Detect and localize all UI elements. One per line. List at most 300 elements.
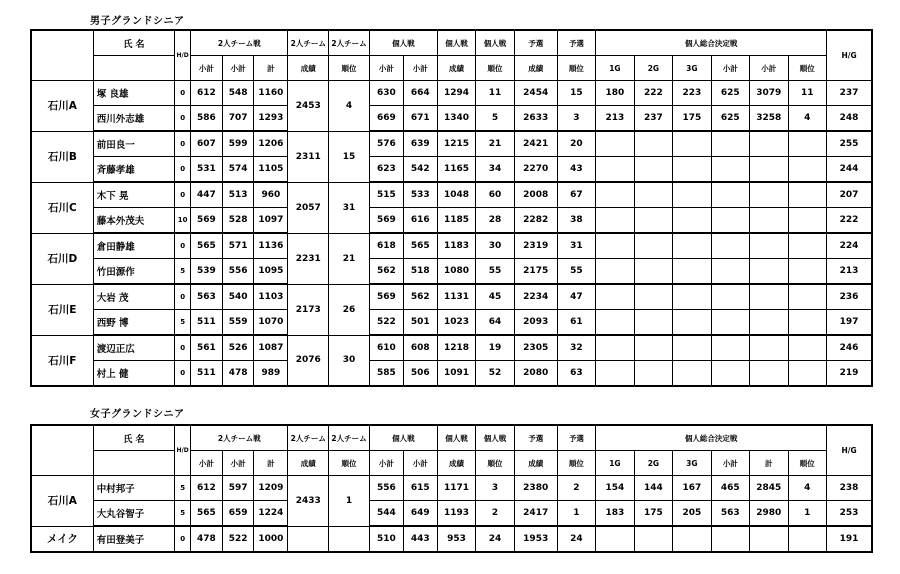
- final-game-2: [634, 182, 672, 208]
- team-game-1: 586: [191, 106, 223, 132]
- individual-game-1: 562: [369, 259, 403, 285]
- final-total: [750, 208, 788, 234]
- individual-game-2: 506: [403, 361, 437, 387]
- final-total: [750, 259, 788, 285]
- header-individual-score-sub: 成績: [437, 451, 475, 476]
- header-final-sub: 1G: [596, 56, 634, 81]
- header-individual-score: 個人戦: [437, 30, 475, 56]
- high-game: 237: [827, 81, 872, 106]
- final-game-1: 180: [596, 81, 634, 106]
- prelim-rank: 31: [557, 233, 595, 259]
- individual-score: 1131: [437, 284, 475, 310]
- table-row: [31, 157, 872, 183]
- table-row: [31, 233, 872, 259]
- header-name-sub: [93, 56, 174, 81]
- final-game-3: 175: [673, 106, 711, 132]
- player-name: 竹田源作: [93, 259, 174, 285]
- header-team-rank: 2人チーム: [329, 30, 370, 56]
- header-prelim-score-sub: 成績: [514, 451, 557, 476]
- header-individual-sub: 小計: [369, 451, 403, 476]
- team-game-1: 447: [191, 182, 223, 208]
- individual-game-1: 623: [369, 157, 403, 183]
- individual-score: 953: [437, 526, 475, 552]
- team-result: 2057: [288, 182, 329, 233]
- final-rank: [788, 208, 827, 234]
- individual-game-2: 533: [403, 182, 437, 208]
- final-game-3: 205: [673, 501, 711, 527]
- header-blank-team: [31, 30, 93, 81]
- final-total: [750, 182, 788, 208]
- prelim-rank: 2: [557, 476, 595, 501]
- final-game-2: [634, 131, 672, 157]
- player-handicap: 0: [175, 233, 191, 259]
- final-rank: [788, 259, 827, 285]
- team-game-1: 563: [191, 284, 223, 310]
- header-individual-rank: 個人戦: [476, 30, 514, 56]
- individual-score: 1215: [437, 131, 475, 157]
- player-handicap: 0: [175, 81, 191, 106]
- player-handicap: 5: [175, 501, 191, 527]
- team-game-2: 522: [222, 526, 254, 552]
- high-game: 222: [827, 208, 872, 234]
- final-game-2: [634, 361, 672, 387]
- header-individual-score-sub: 成績: [437, 56, 475, 81]
- individual-rank: 5: [476, 106, 514, 132]
- team-name: 石川B: [31, 131, 93, 182]
- header-prelim-rank-sub: 順位: [557, 451, 595, 476]
- individual-score: 1185: [437, 208, 475, 234]
- final-subtotal: [711, 131, 749, 157]
- final-subtotal: [711, 208, 749, 234]
- final-subtotal: [711, 233, 749, 259]
- player-handicap: 0: [175, 157, 191, 183]
- team-name: 石川A: [31, 476, 93, 527]
- team-game-total: 989: [254, 361, 288, 387]
- individual-score: 1183: [437, 233, 475, 259]
- header-hg: H/G: [827, 30, 872, 81]
- individual-score: 1165: [437, 157, 475, 183]
- header-individual: 個人戦: [369, 425, 437, 451]
- header-hg: H/G: [827, 425, 872, 476]
- prelim-rank: 32: [557, 335, 595, 361]
- final-game-3: [673, 526, 711, 552]
- final-game-1: [596, 208, 634, 234]
- team-result: 2453: [288, 81, 329, 132]
- individual-rank: 21: [476, 131, 514, 157]
- player-name: 西野 博: [93, 310, 174, 336]
- final-subtotal: 563: [711, 501, 749, 527]
- team-game-total: 1209: [254, 476, 288, 501]
- individual-game-1: 515: [369, 182, 403, 208]
- final-total: [750, 526, 788, 552]
- individual-game-1: 510: [369, 526, 403, 552]
- individual-game-1: 630: [369, 81, 403, 106]
- team-game-1: 565: [191, 233, 223, 259]
- header-individual-sub: 小計: [403, 56, 437, 81]
- prelim-score: 2319: [514, 233, 557, 259]
- individual-rank: 11: [476, 81, 514, 106]
- individual-score: 1218: [437, 335, 475, 361]
- table-row: [31, 106, 872, 132]
- individual-game-1: 569: [369, 208, 403, 234]
- team-game-1: 539: [191, 259, 223, 285]
- player-name: 木下 晃: [93, 182, 174, 208]
- player-handicap: 0: [175, 131, 191, 157]
- header-prelim-score-sub: 成績: [514, 56, 557, 81]
- individual-score: 1340: [437, 106, 475, 132]
- team-name: 石川C: [31, 182, 93, 233]
- prelim-score: 2454: [514, 81, 557, 106]
- prelim-score: 2421: [514, 131, 557, 157]
- individual-game-2: 664: [403, 81, 437, 106]
- individual-game-1: 569: [369, 284, 403, 310]
- team-name: 石川A: [31, 81, 93, 132]
- final-subtotal: [711, 310, 749, 336]
- individual-rank: 52: [476, 361, 514, 387]
- header-prelim-rank: 予選: [557, 30, 595, 56]
- team-game-total: 1206: [254, 131, 288, 157]
- header-final-sub: 3G: [673, 451, 711, 476]
- high-game: 207: [827, 182, 872, 208]
- team-game-2: 599: [222, 131, 254, 157]
- final-game-1: [596, 259, 634, 285]
- header-prelim-score: 予選: [514, 425, 557, 451]
- final-rank: [788, 335, 827, 361]
- final-subtotal: 625: [711, 81, 749, 106]
- individual-game-2: 443: [403, 526, 437, 552]
- team-game-2: 556: [222, 259, 254, 285]
- team-rank: 21: [329, 233, 370, 284]
- final-total: [750, 361, 788, 387]
- prelim-rank: 1: [557, 501, 595, 527]
- final-subtotal: [711, 284, 749, 310]
- final-rank: 4: [788, 106, 827, 132]
- header-final-sub: 順位: [788, 451, 827, 476]
- final-game-3: [673, 233, 711, 259]
- team-game-total: 1103: [254, 284, 288, 310]
- player-name: 藤本外茂夫: [93, 208, 174, 234]
- table-row: [31, 526, 872, 552]
- final-game-2: [634, 310, 672, 336]
- prelim-rank: 63: [557, 361, 595, 387]
- prelim-score: 2093: [514, 310, 557, 336]
- header-individual-sub: 小計: [369, 56, 403, 81]
- section-title-men: 男子グランドシニア: [90, 16, 185, 27]
- team-game-total: 1160: [254, 81, 288, 106]
- player-handicap: 0: [175, 335, 191, 361]
- final-rank: [788, 361, 827, 387]
- individual-game-1: 556: [369, 476, 403, 501]
- score-table-men: [30, 29, 873, 387]
- final-subtotal: [711, 182, 749, 208]
- prelim-rank: 24: [557, 526, 595, 552]
- final-rank: [788, 284, 827, 310]
- team-game-total: 1095: [254, 259, 288, 285]
- player-name: 斉藤孝雄: [93, 157, 174, 183]
- final-game-1: 183: [596, 501, 634, 527]
- team-rank: 31: [329, 182, 370, 233]
- team-game-1: 607: [191, 131, 223, 157]
- team-game-2: 526: [222, 335, 254, 361]
- final-game-1: [596, 361, 634, 387]
- team-rank: [329, 526, 370, 552]
- individual-score: 1171: [437, 476, 475, 501]
- team-game-1: 565: [191, 501, 223, 527]
- final-game-3: [673, 361, 711, 387]
- high-game: 238: [827, 476, 872, 501]
- team-game-2: 659: [222, 501, 254, 527]
- team-game-2: 513: [222, 182, 254, 208]
- prelim-rank: 47: [557, 284, 595, 310]
- team-game-1: 569: [191, 208, 223, 234]
- individual-game-1: 544: [369, 501, 403, 527]
- team-result: 2173: [288, 284, 329, 335]
- score-table-women: [30, 424, 873, 553]
- prelim-score: 1953: [514, 526, 557, 552]
- final-subtotal: [711, 361, 749, 387]
- individual-rank: 28: [476, 208, 514, 234]
- individual-rank: 45: [476, 284, 514, 310]
- high-game: 236: [827, 284, 872, 310]
- header-team-sub: 計: [254, 56, 288, 81]
- prelim-rank: 61: [557, 310, 595, 336]
- player-name: 村上 健: [93, 361, 174, 387]
- player-name: 中村邦子: [93, 476, 174, 501]
- team-game-2: 597: [222, 476, 254, 501]
- team-game-total: 1070: [254, 310, 288, 336]
- table-row: [31, 310, 872, 336]
- individual-game-2: 501: [403, 310, 437, 336]
- team-game-total: 1224: [254, 501, 288, 527]
- final-rank: [788, 526, 827, 552]
- final-game-2: [634, 284, 672, 310]
- team-name: 石川E: [31, 284, 93, 335]
- team-game-1: 511: [191, 310, 223, 336]
- final-total: 2980: [750, 501, 788, 527]
- header-individual-rank-sub: 順位: [476, 56, 514, 81]
- final-subtotal: [711, 259, 749, 285]
- individual-rank: 55: [476, 259, 514, 285]
- team-game-total: 1293: [254, 106, 288, 132]
- prelim-score: 2305: [514, 335, 557, 361]
- prelim-score: 2008: [514, 182, 557, 208]
- individual-game-2: 615: [403, 476, 437, 501]
- prelim-score: 2175: [514, 259, 557, 285]
- individual-score: 1193: [437, 501, 475, 527]
- team-game-total: 1087: [254, 335, 288, 361]
- individual-score: 1080: [437, 259, 475, 285]
- team-rank: 30: [329, 335, 370, 386]
- final-game-3: [673, 310, 711, 336]
- final-game-2: 175: [634, 501, 672, 527]
- prelim-rank: 15: [557, 81, 595, 106]
- team-result: [288, 526, 329, 552]
- team-game-1: 511: [191, 361, 223, 387]
- header-final-sub: 小計: [750, 56, 788, 81]
- header-name: 氏 名: [93, 425, 174, 451]
- team-game-2: 571: [222, 233, 254, 259]
- final-total: [750, 157, 788, 183]
- high-game: 255: [827, 131, 872, 157]
- table-row: [31, 361, 872, 387]
- individual-game-2: 649: [403, 501, 437, 527]
- final-game-3: 167: [673, 476, 711, 501]
- team-game-1: 561: [191, 335, 223, 361]
- header-individual-sub: 小計: [403, 451, 437, 476]
- header-individual-score: 個人戦: [437, 425, 475, 451]
- prelim-score: 2282: [514, 208, 557, 234]
- final-game-2: [634, 259, 672, 285]
- player-name: 渡辺正広: [93, 335, 174, 361]
- team-game-2: 540: [222, 284, 254, 310]
- header-final-sub: 計: [750, 451, 788, 476]
- team-result: 2311: [288, 131, 329, 182]
- final-game-1: [596, 182, 634, 208]
- header-individual: 個人戦: [369, 30, 437, 56]
- individual-rank: 19: [476, 335, 514, 361]
- header-final: 個人総合決定戦: [596, 425, 827, 451]
- header-team-result-sub: 成績: [288, 56, 329, 81]
- team-name: 石川F: [31, 335, 93, 386]
- header-name: 氏 名: [93, 30, 174, 56]
- player-handicap: 0: [175, 182, 191, 208]
- team-result: 2433: [288, 476, 329, 527]
- table-row: [31, 501, 872, 527]
- header-team-result: 2人チーム: [288, 30, 329, 56]
- header-team-sub: 小計: [191, 56, 223, 81]
- team-game-1: 612: [191, 476, 223, 501]
- player-handicap: 0: [175, 106, 191, 132]
- final-rank: [788, 182, 827, 208]
- header-final-sub: 2G: [634, 451, 672, 476]
- header-individual-rank-sub: 順位: [476, 451, 514, 476]
- final-game-1: [596, 284, 634, 310]
- player-name: 塚 良雄: [93, 81, 174, 106]
- table-row: [31, 284, 872, 310]
- individual-rank: 64: [476, 310, 514, 336]
- individual-game-1: 618: [369, 233, 403, 259]
- header-final-sub: 小計: [711, 56, 749, 81]
- final-game-2: [634, 526, 672, 552]
- player-handicap: 5: [175, 259, 191, 285]
- prelim-score: 2270: [514, 157, 557, 183]
- individual-game-1: 522: [369, 310, 403, 336]
- individual-score: 1023: [437, 310, 475, 336]
- individual-rank: 30: [476, 233, 514, 259]
- header-team-match: 2人チーム戦: [191, 425, 288, 451]
- individual-rank: 2: [476, 501, 514, 527]
- header-hd: H/D: [175, 30, 191, 81]
- team-game-total: 1097: [254, 208, 288, 234]
- header-prelim-score: 予選: [514, 30, 557, 56]
- header-team-sub: 小計: [191, 451, 223, 476]
- prelim-rank: 67: [557, 182, 595, 208]
- player-handicap: 0: [175, 284, 191, 310]
- team-rank: 4: [329, 81, 370, 132]
- high-game: 224: [827, 233, 872, 259]
- final-game-1: [596, 335, 634, 361]
- team-game-2: 478: [222, 361, 254, 387]
- high-game: 213: [827, 259, 872, 285]
- table-row: [31, 208, 872, 234]
- header-team-rank-sub: 順位: [329, 56, 370, 81]
- table-row: [31, 335, 872, 361]
- player-name: 前田良一: [93, 131, 174, 157]
- player-name: 大丸谷智子: [93, 501, 174, 527]
- individual-game-2: 562: [403, 284, 437, 310]
- prelim-rank: 3: [557, 106, 595, 132]
- header-team-sub: 小計: [222, 451, 254, 476]
- player-handicap: 5: [175, 476, 191, 501]
- final-total: [750, 284, 788, 310]
- final-total: [750, 335, 788, 361]
- final-game-1: [596, 131, 634, 157]
- player-handicap: 0: [175, 526, 191, 552]
- individual-rank: 24: [476, 526, 514, 552]
- final-rank: [788, 131, 827, 157]
- team-result: 2231: [288, 233, 329, 284]
- final-game-2: [634, 335, 672, 361]
- table-row: [31, 182, 872, 208]
- individual-game-1: 576: [369, 131, 403, 157]
- prelim-rank: 55: [557, 259, 595, 285]
- header-name-sub: [93, 451, 174, 476]
- prelim-score: 2234: [514, 284, 557, 310]
- player-name: 有田登美子: [93, 526, 174, 552]
- final-game-2: 237: [634, 106, 672, 132]
- individual-score: 1091: [437, 361, 475, 387]
- individual-rank: 34: [476, 157, 514, 183]
- header-team-rank: 2人チーム: [329, 425, 370, 451]
- final-rank: 1: [788, 501, 827, 527]
- final-game-2: 222: [634, 81, 672, 106]
- header-hd: H/D: [175, 425, 191, 476]
- individual-score: 1048: [437, 182, 475, 208]
- player-handicap: 0: [175, 361, 191, 387]
- prelim-rank: 38: [557, 208, 595, 234]
- table-row: [31, 131, 872, 157]
- header-team-result: 2人チーム: [288, 425, 329, 451]
- header-team-sub: 計: [254, 451, 288, 476]
- prelim-rank: 20: [557, 131, 595, 157]
- prelim-score: 2080: [514, 361, 557, 387]
- header-final: 個人総合決定戦: [596, 30, 827, 56]
- team-game-1: 612: [191, 81, 223, 106]
- individual-game-2: 518: [403, 259, 437, 285]
- team-game-2: 548: [222, 81, 254, 106]
- final-game-3: 223: [673, 81, 711, 106]
- final-rank: 11: [788, 81, 827, 106]
- team-rank: 1: [329, 476, 370, 527]
- individual-game-1: 610: [369, 335, 403, 361]
- final-rank: [788, 233, 827, 259]
- header-final-sub: 3G: [673, 56, 711, 81]
- final-game-1: 213: [596, 106, 634, 132]
- individual-game-1: 669: [369, 106, 403, 132]
- table-row: [31, 259, 872, 285]
- player-handicap: 10: [175, 208, 191, 234]
- player-name: 西川外志雄: [93, 106, 174, 132]
- final-subtotal: 625: [711, 106, 749, 132]
- header-team-match: 2人チーム戦: [191, 30, 288, 56]
- prelim-score: 2633: [514, 106, 557, 132]
- team-rank: 26: [329, 284, 370, 335]
- high-game: 191: [827, 526, 872, 552]
- team-game-2: 574: [222, 157, 254, 183]
- final-game-1: [596, 310, 634, 336]
- final-total: 3079: [750, 81, 788, 106]
- final-subtotal: [711, 157, 749, 183]
